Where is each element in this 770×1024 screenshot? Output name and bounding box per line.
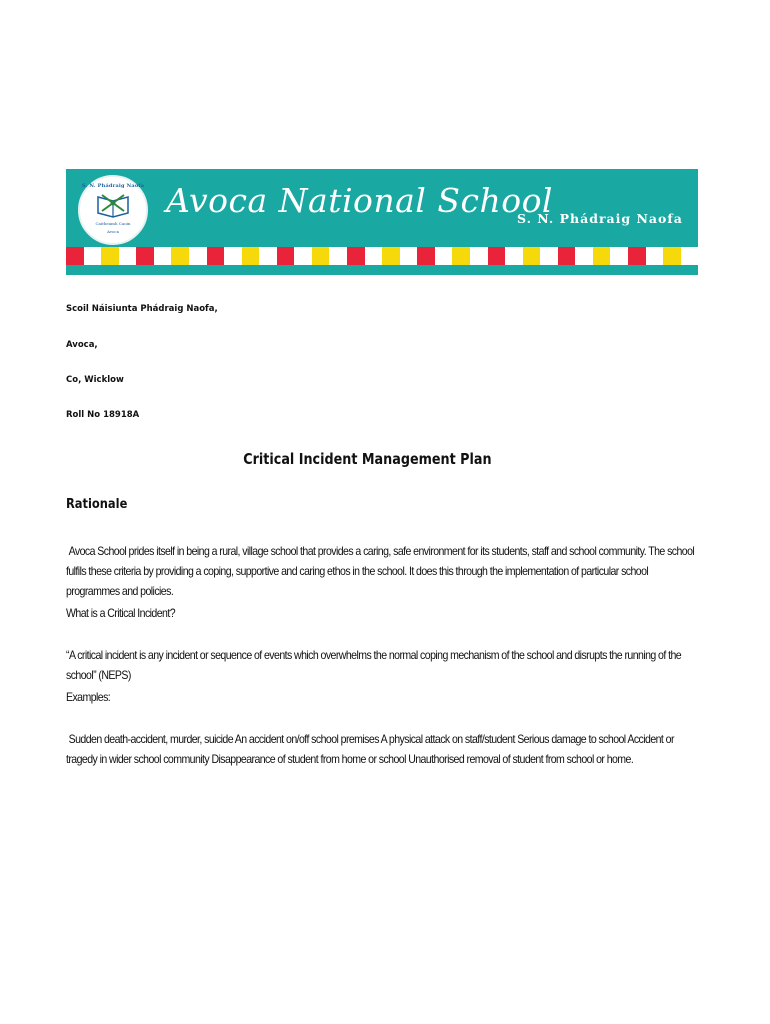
stripe-segment xyxy=(663,247,681,265)
stripe-segment xyxy=(452,247,470,265)
stripe-segment xyxy=(540,247,558,265)
stripe-segment xyxy=(628,247,646,265)
rationale-paragraph: Avoca School prides itself in being a rural, village school that provides a caring, safe environment for its students, staff and school community. The school fulfils these criteria by providing a coping, supportive and caring ethos in the school. It does this through the implementation of particular school programmes and policies. xyxy=(66,544,695,598)
crest-motto: Caitheamh Caoin xyxy=(95,221,131,226)
stripe-segment xyxy=(417,247,435,265)
stripe-segment xyxy=(101,247,119,265)
stripe-segment xyxy=(242,247,260,265)
stripe-segment xyxy=(312,247,330,265)
stripe-segment xyxy=(646,247,664,265)
address-line-county: Co, Wicklow xyxy=(66,375,124,385)
stripe-segment xyxy=(435,247,453,265)
document-title: Critical Incident Management Plan xyxy=(243,450,492,468)
school-crest-logo xyxy=(78,175,148,245)
stripe-segment xyxy=(171,247,189,265)
decorative-color-stripe xyxy=(66,247,698,265)
stripe-segment xyxy=(575,247,593,265)
stripe-segment xyxy=(593,247,611,265)
address-line-town: Avoca, xyxy=(66,340,98,350)
stripe-segment xyxy=(610,247,628,265)
stripe-segment xyxy=(154,247,172,265)
stripe-segment xyxy=(558,247,576,265)
stripe-segment xyxy=(136,247,154,265)
crest-place: Avoca xyxy=(106,229,120,234)
stripe-segment xyxy=(224,247,242,265)
address-line-school: Scoil Náisiunta Phádraig Naofa, xyxy=(66,304,218,314)
rationale-heading: Rationale xyxy=(66,497,128,512)
stripe-segment xyxy=(84,247,102,265)
examples-label: Examples: xyxy=(66,690,111,704)
stripe-segment xyxy=(400,247,418,265)
stripe-segment xyxy=(259,247,277,265)
crest-top-text: S. N. Phádraig Naofa xyxy=(81,183,145,189)
school-name-title: Avoca National School xyxy=(166,181,553,220)
stripe-segment xyxy=(119,247,137,265)
stripe-segment xyxy=(189,247,207,265)
stripe-segment xyxy=(488,247,506,265)
school-banner xyxy=(66,169,698,275)
stripe-segment xyxy=(382,247,400,265)
stripe-segment xyxy=(505,247,523,265)
stripe-segment xyxy=(207,247,225,265)
stripe-segment xyxy=(329,247,347,265)
critical-incident-question: What is a Critical Incident? xyxy=(66,606,175,620)
stripe-segment xyxy=(347,247,365,265)
stripe-segment xyxy=(66,247,84,265)
stripe-segment xyxy=(294,247,312,265)
stripe-segment xyxy=(277,247,295,265)
crest-book-icon xyxy=(94,193,132,219)
stripe-segment xyxy=(523,247,541,265)
school-irish-name: S. N. Phádraig Naofa xyxy=(517,211,683,226)
stripe-segment xyxy=(681,247,698,265)
stripe-segment xyxy=(470,247,488,265)
roll-number: Roll No 18918A xyxy=(66,410,140,420)
stripe-segment xyxy=(365,247,383,265)
examples-paragraph: Sudden death-accident, murder, suicide An accident on/off school premises A physical attack on staff/student Serious damage to school Accident or tragedy in wider school community Disappearance of student from home or school Unauthorised removal of student from school or home. xyxy=(66,732,674,766)
critical-incident-definition: “A critical incident is any incident or sequence of events which overwhelms the normal coping mechanism of the school and disrupts the running of the school” (NEPS) xyxy=(66,648,682,682)
